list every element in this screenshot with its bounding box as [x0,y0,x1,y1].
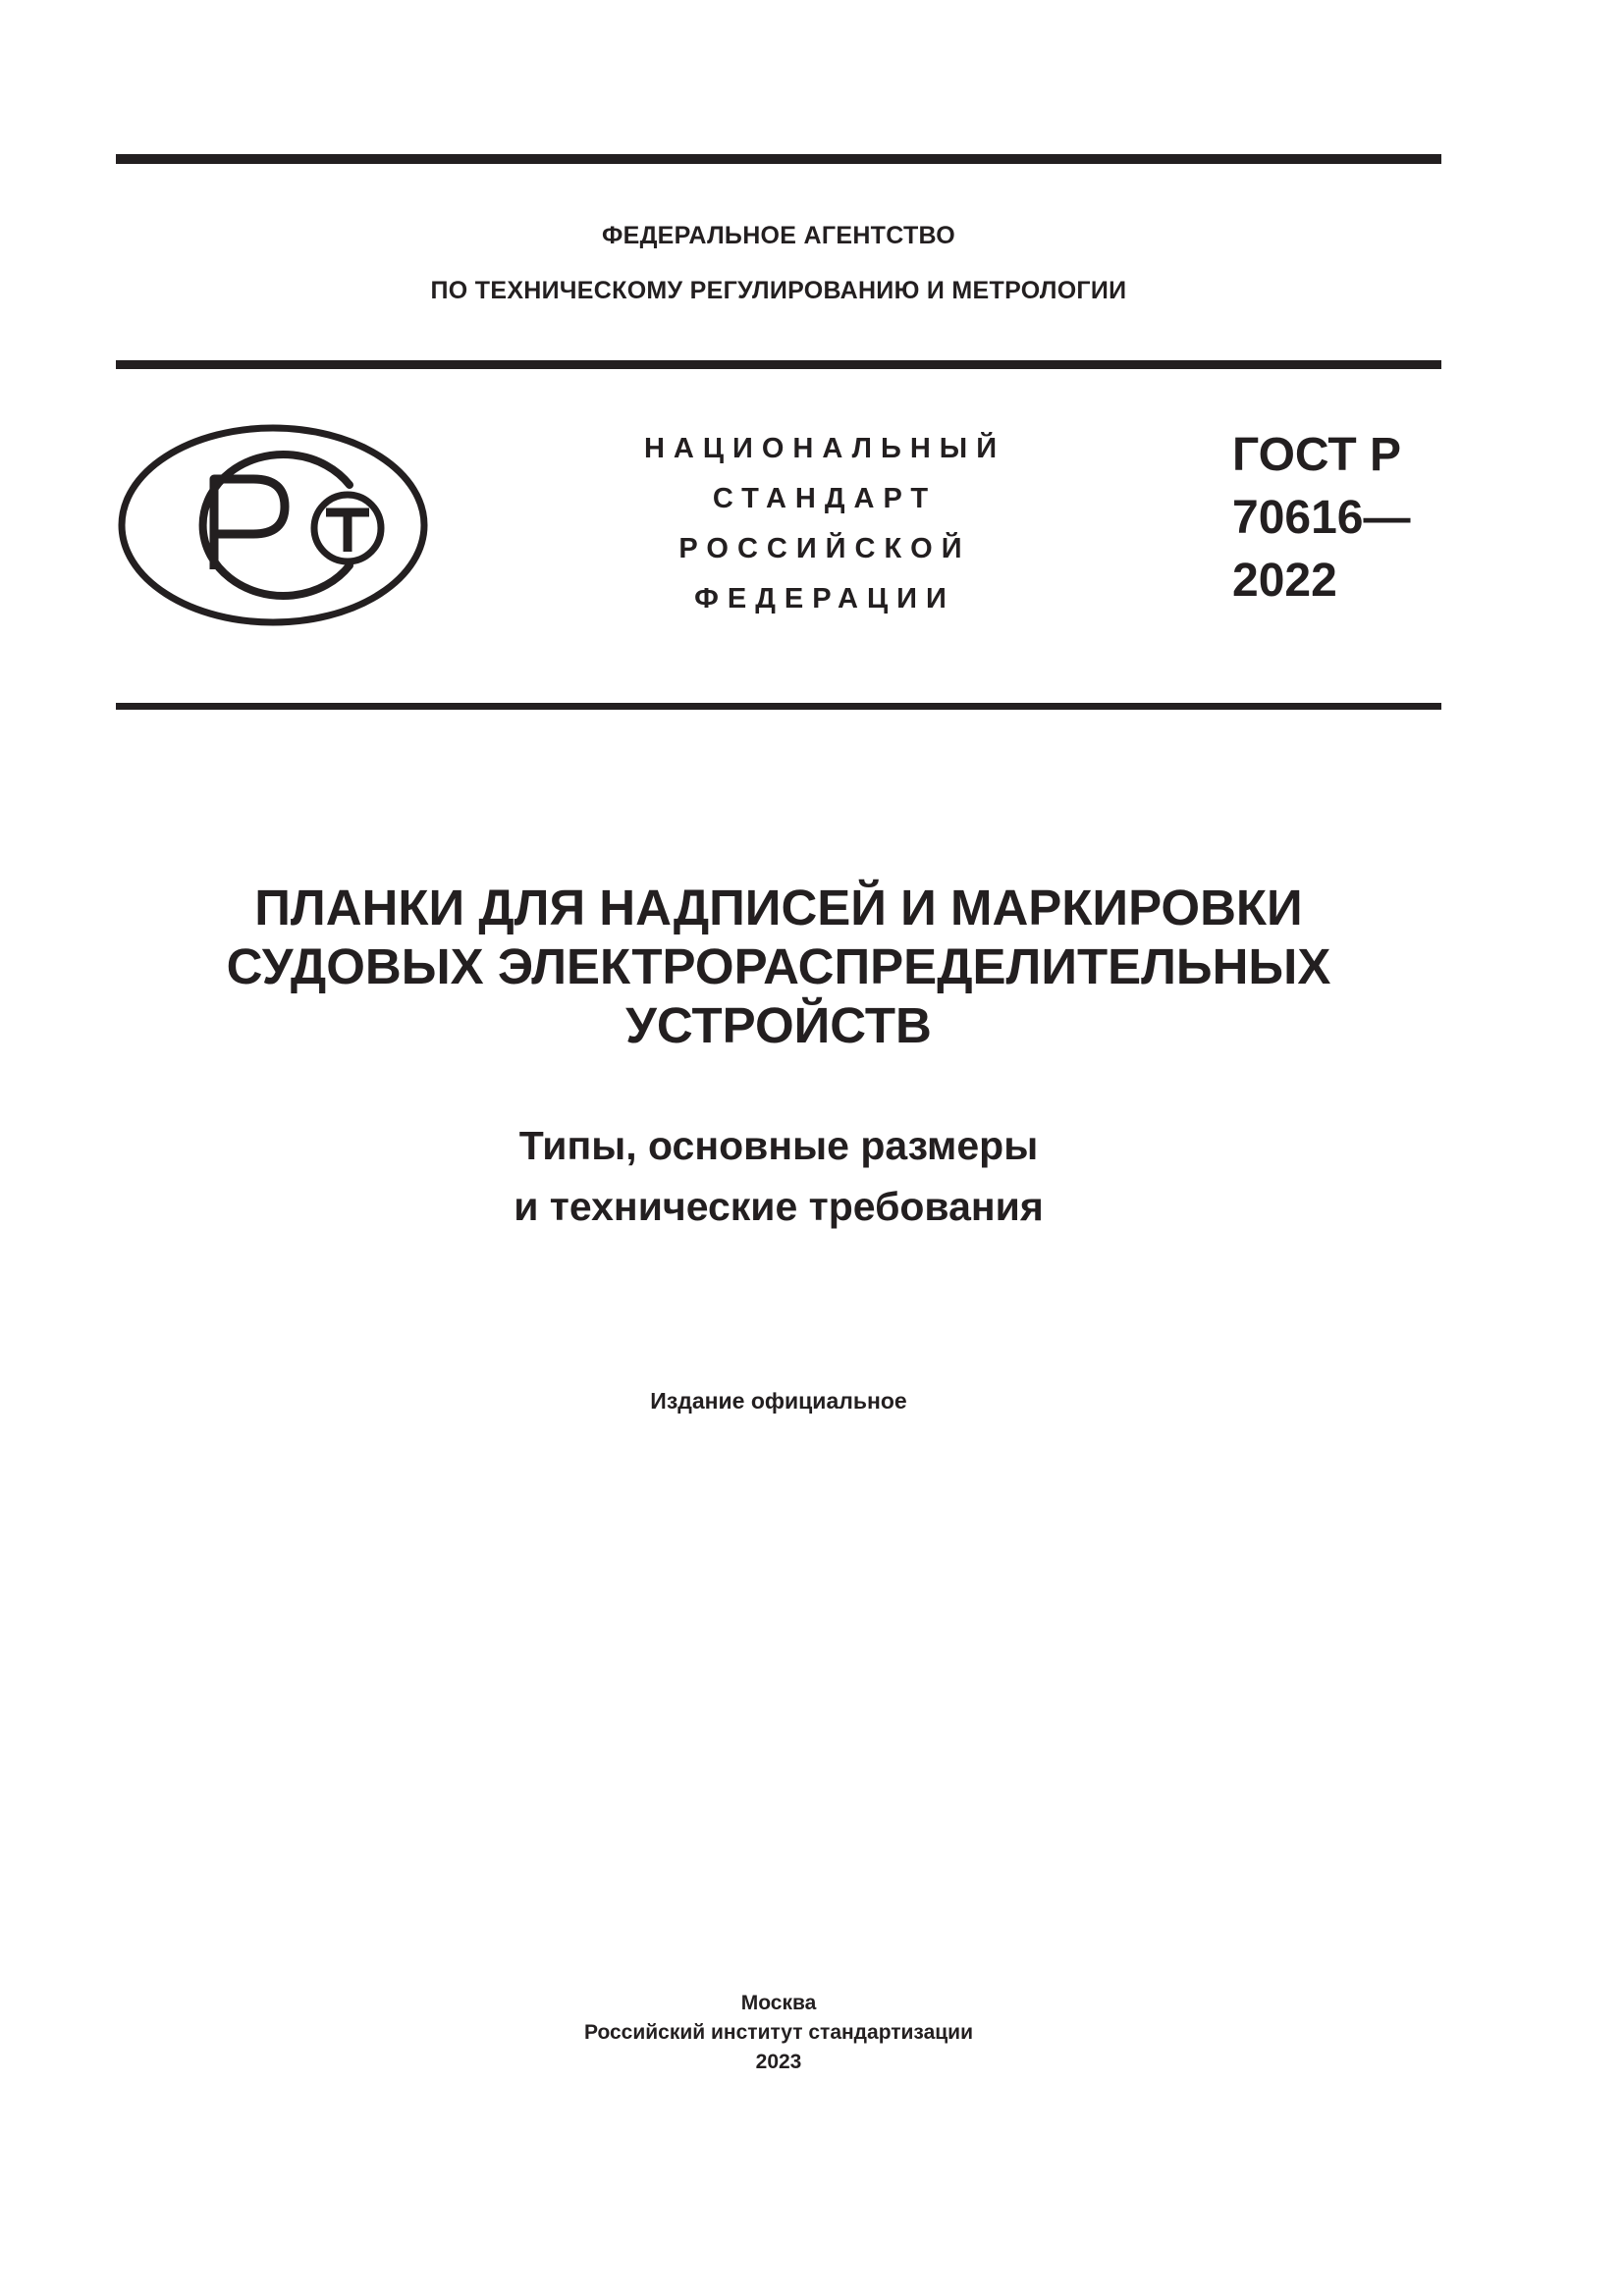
document-subtitle-line: Типы, основные размеры [518,1123,1039,1168]
edition-label: Издание официальное [650,1388,907,1414]
document-subtitle-line: и технические требования [514,1184,1044,1229]
national-standard-label [589,424,1060,624]
document-subtitle [116,1115,1441,1237]
standard-code-line: 70616— [1232,492,1411,544]
standard-code-line: ГОСТ Р [1232,429,1402,481]
standard-code [1232,424,1410,613]
header-bottom-rule [116,703,1441,710]
imprint [116,1989,1441,2077]
document-title [116,879,1441,1055]
standard-code-line: 2022 [1232,555,1337,607]
national-standard-line: ФЕДЕРАЦИИ [694,583,955,614]
imprint-publisher: Российский институт стандартизации [583,2021,974,2044]
top-rule [116,154,1441,164]
header-rule [116,360,1441,369]
imprint-year: 2023 [755,2051,802,2073]
national-standard-line: СТАНДАРТ [712,483,938,514]
rst-certification-mark-icon [116,422,430,628]
document-title-line: УСТРОЙСТВ [625,997,932,1053]
agency-name-line-2: ПО ТЕХНИЧЕСКОМУ РЕГУЛИРОВАНИЮ И МЕТРОЛОГИИ [430,277,1127,304]
national-standard-line: РОССИЙСКОЙ [678,533,971,564]
imprint-city: Москва [740,1992,817,2014]
document-title-line: СУДОВЫХ ЭЛЕКТРОРАСПРЕДЕЛИТЕЛЬНЫХ [226,938,1331,994]
national-standard-line: НАЦИОНАЛЬНЫЙ [643,433,1006,464]
document-title-line: ПЛАНКИ ДЛЯ НАДПИСЕЙ И МАРКИРОВКИ [254,880,1303,935]
agency-name-line-1: ФЕДЕРАЛЬНОЕ АГЕНТСТВО [601,222,956,249]
